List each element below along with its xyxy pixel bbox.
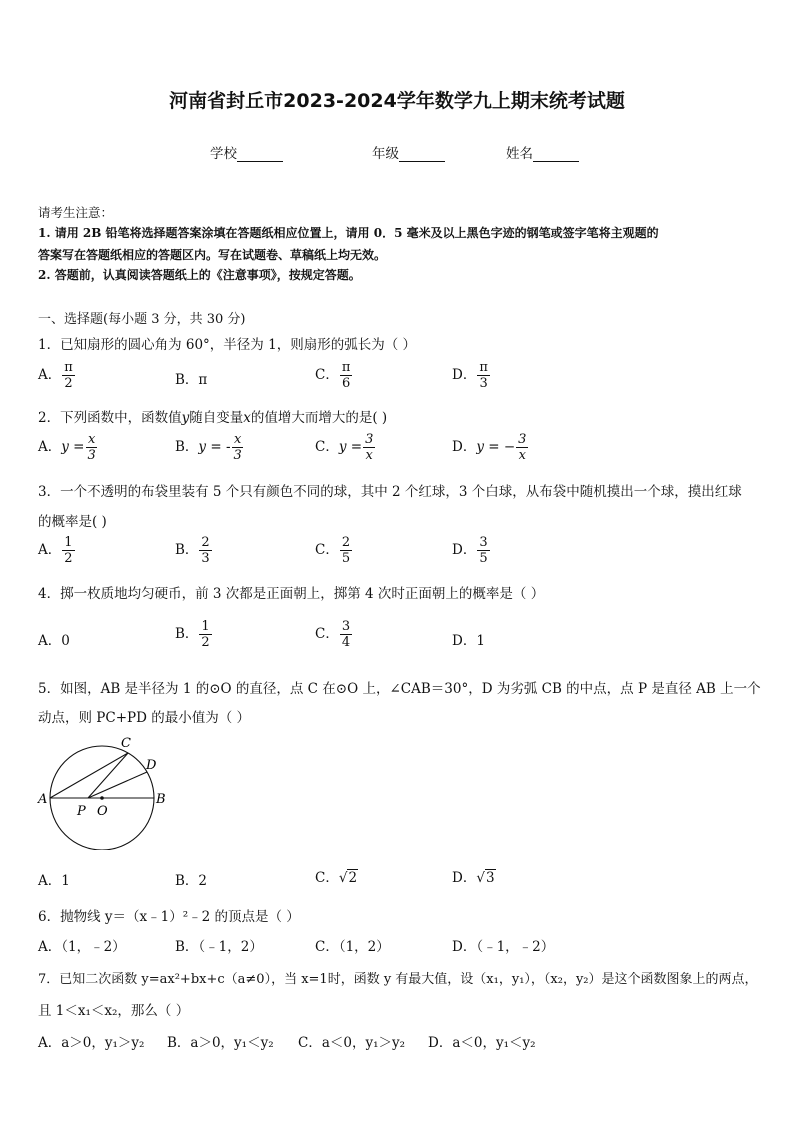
q3-stem-line1: 3．一个不透明的布袋里装有 5 个只有颜色不同的球，其中 2 个红球，3 个白球，从布袋中随机摸出一个球，摸出红球 [38,484,742,500]
name-blank [533,147,579,162]
q1-stem: 1．已知扇形的圆心角为 60°，半径为 1，则扇形的弧长为（ ） [38,337,416,353]
q3-stem-line2: 的概率是( ) [38,514,107,530]
q5-option-d: D．√3 [452,870,495,886]
label-o: O [97,804,108,819]
q5-option-b: B．2 [175,873,208,889]
q3-option-d: D． $\frac{3}{5}$ [452,535,488,566]
school-blank [237,147,283,162]
q3-option-c: C． $\frac{2}{5}$ [315,535,351,566]
school-label: 学校 [210,146,237,162]
q5-option-c: C．√2 [315,870,358,886]
sqrt-icon: √3 [476,870,495,886]
q2-option-d: D．y = − $\frac{3}{x}$ [452,432,527,463]
q4-stem: 4．掷一枚质地均匀硬币，前 3 次都是正面朝上，掷第 4 次时正面朝上的概率是（ ） [38,586,545,602]
q7-stem-line1: 7．已知二次函数 y=ax²+bx+c（a≠0），当 x=1时，函数 y 有最大值，设（x₁，y₁），（x₂，y₂）是这个函数图象上的两点， [38,972,758,987]
q4-option-c: C． $\frac{3}{4}$ [315,619,351,650]
q1-option-b: B．π [175,372,208,388]
notice-item1-line2: 答案写在答题纸相应的答题区内。写在试题卷、草稿纸上均无效。 [38,248,387,262]
page-title: 河南省封丘市2023-2024学年数学九上期末统考试题 [169,90,625,112]
notice-item1-line1: 1. 请用 2B 铅笔将选择题答案涂填在答题纸相应位置上，请用 0．5 毫米及以上黑色字迹的钢笔或签字笔将主观题的 [38,226,659,240]
q2-stem: 2．下列函数中，函数值y随自变量x的值增大而增大的是( ) [38,410,388,426]
q7-option-d: D．a＜0，y₁＜y₂ [428,1035,536,1051]
q7-option-a: A．a＞0，y₁＞y₂ [38,1035,145,1051]
segment-pc [88,753,128,798]
q6-option-b: B．（﹣1，2） [175,939,263,955]
q4-option-b: B． $\frac{1}{2}$ [175,619,210,650]
q2-option-b: B．y = - $\frac{x}{3}$ [175,432,242,463]
q3-option-a: A． $\frac{1}{2}$ [38,535,73,566]
grade-blank [399,147,445,162]
q6-option-d: D．（﹣1，﹣2） [452,939,555,955]
q4-option-d: D．1 [452,633,485,649]
q1-option-d: D． $\frac{\pi}{3}$ [452,360,488,391]
q3-option-b: B． $\frac{2}{3}$ [175,535,210,566]
q1-option-a: A． $\frac{\pi}{2}$ [38,360,73,391]
notice-heading: 请考生注意： [38,205,114,220]
grade-label: 年级 [372,146,399,162]
q5-stem-line2: 动点，则 PC+PD 的最小值为（ ） [38,710,251,726]
q1-option-c: C． $\frac{\pi}{6}$ [315,360,351,391]
q6-option-a: A．（1，﹣2） [38,939,126,955]
q2-option-a: A．y = $\frac{x}{3}$ [38,432,96,463]
q7-stem-line2: 且 1＜x₁＜x₂，那么（ ） [38,1003,190,1019]
school-field [210,142,283,162]
sqrt-icon: √2 [338,870,358,886]
q7-option-c: C．a＜0，y₁＞y₂ [298,1035,406,1051]
q5-stem-line1: 5．如图，AB 是半径为 1 的⊙O 的直径，点 C 在⊙O 上，∠CAB＝30°，D 为劣弧 CB 的中点，点 P 是直径 AB 上一个 [38,681,761,697]
q2-option-c: C．y = $\frac{3}{x}$ [315,432,374,463]
center-point-o [100,796,104,800]
label-p: P [77,804,86,819]
label-b: B [156,792,166,807]
grade-field [372,142,445,162]
name-label: 姓名 [506,146,533,162]
q5-option-a: A．1 [38,873,70,889]
q5-circle-figure [30,730,180,850]
q4-option-a: A．0 [38,633,70,649]
q6-stem: 6．抛物线 y＝（x﹣1）²﹣2 的顶点是（ ） [38,909,300,925]
label-c: C [121,736,131,751]
segment-ac [50,753,128,798]
q7-option-b: B．a＞0，y₁＜y₂ [167,1035,274,1051]
label-d: D [146,758,157,773]
segment-pd [88,772,147,798]
label-a: A [38,792,48,807]
q6-option-c: C．（1，2） [315,939,390,955]
name-field [506,142,579,162]
section-heading: 一、选择题(每小题 3 分，共 30 分) [38,312,246,327]
notice-item2: 2. 答题前，认真阅读答题纸上的《注意事项》，按规定答题。 [38,268,361,282]
